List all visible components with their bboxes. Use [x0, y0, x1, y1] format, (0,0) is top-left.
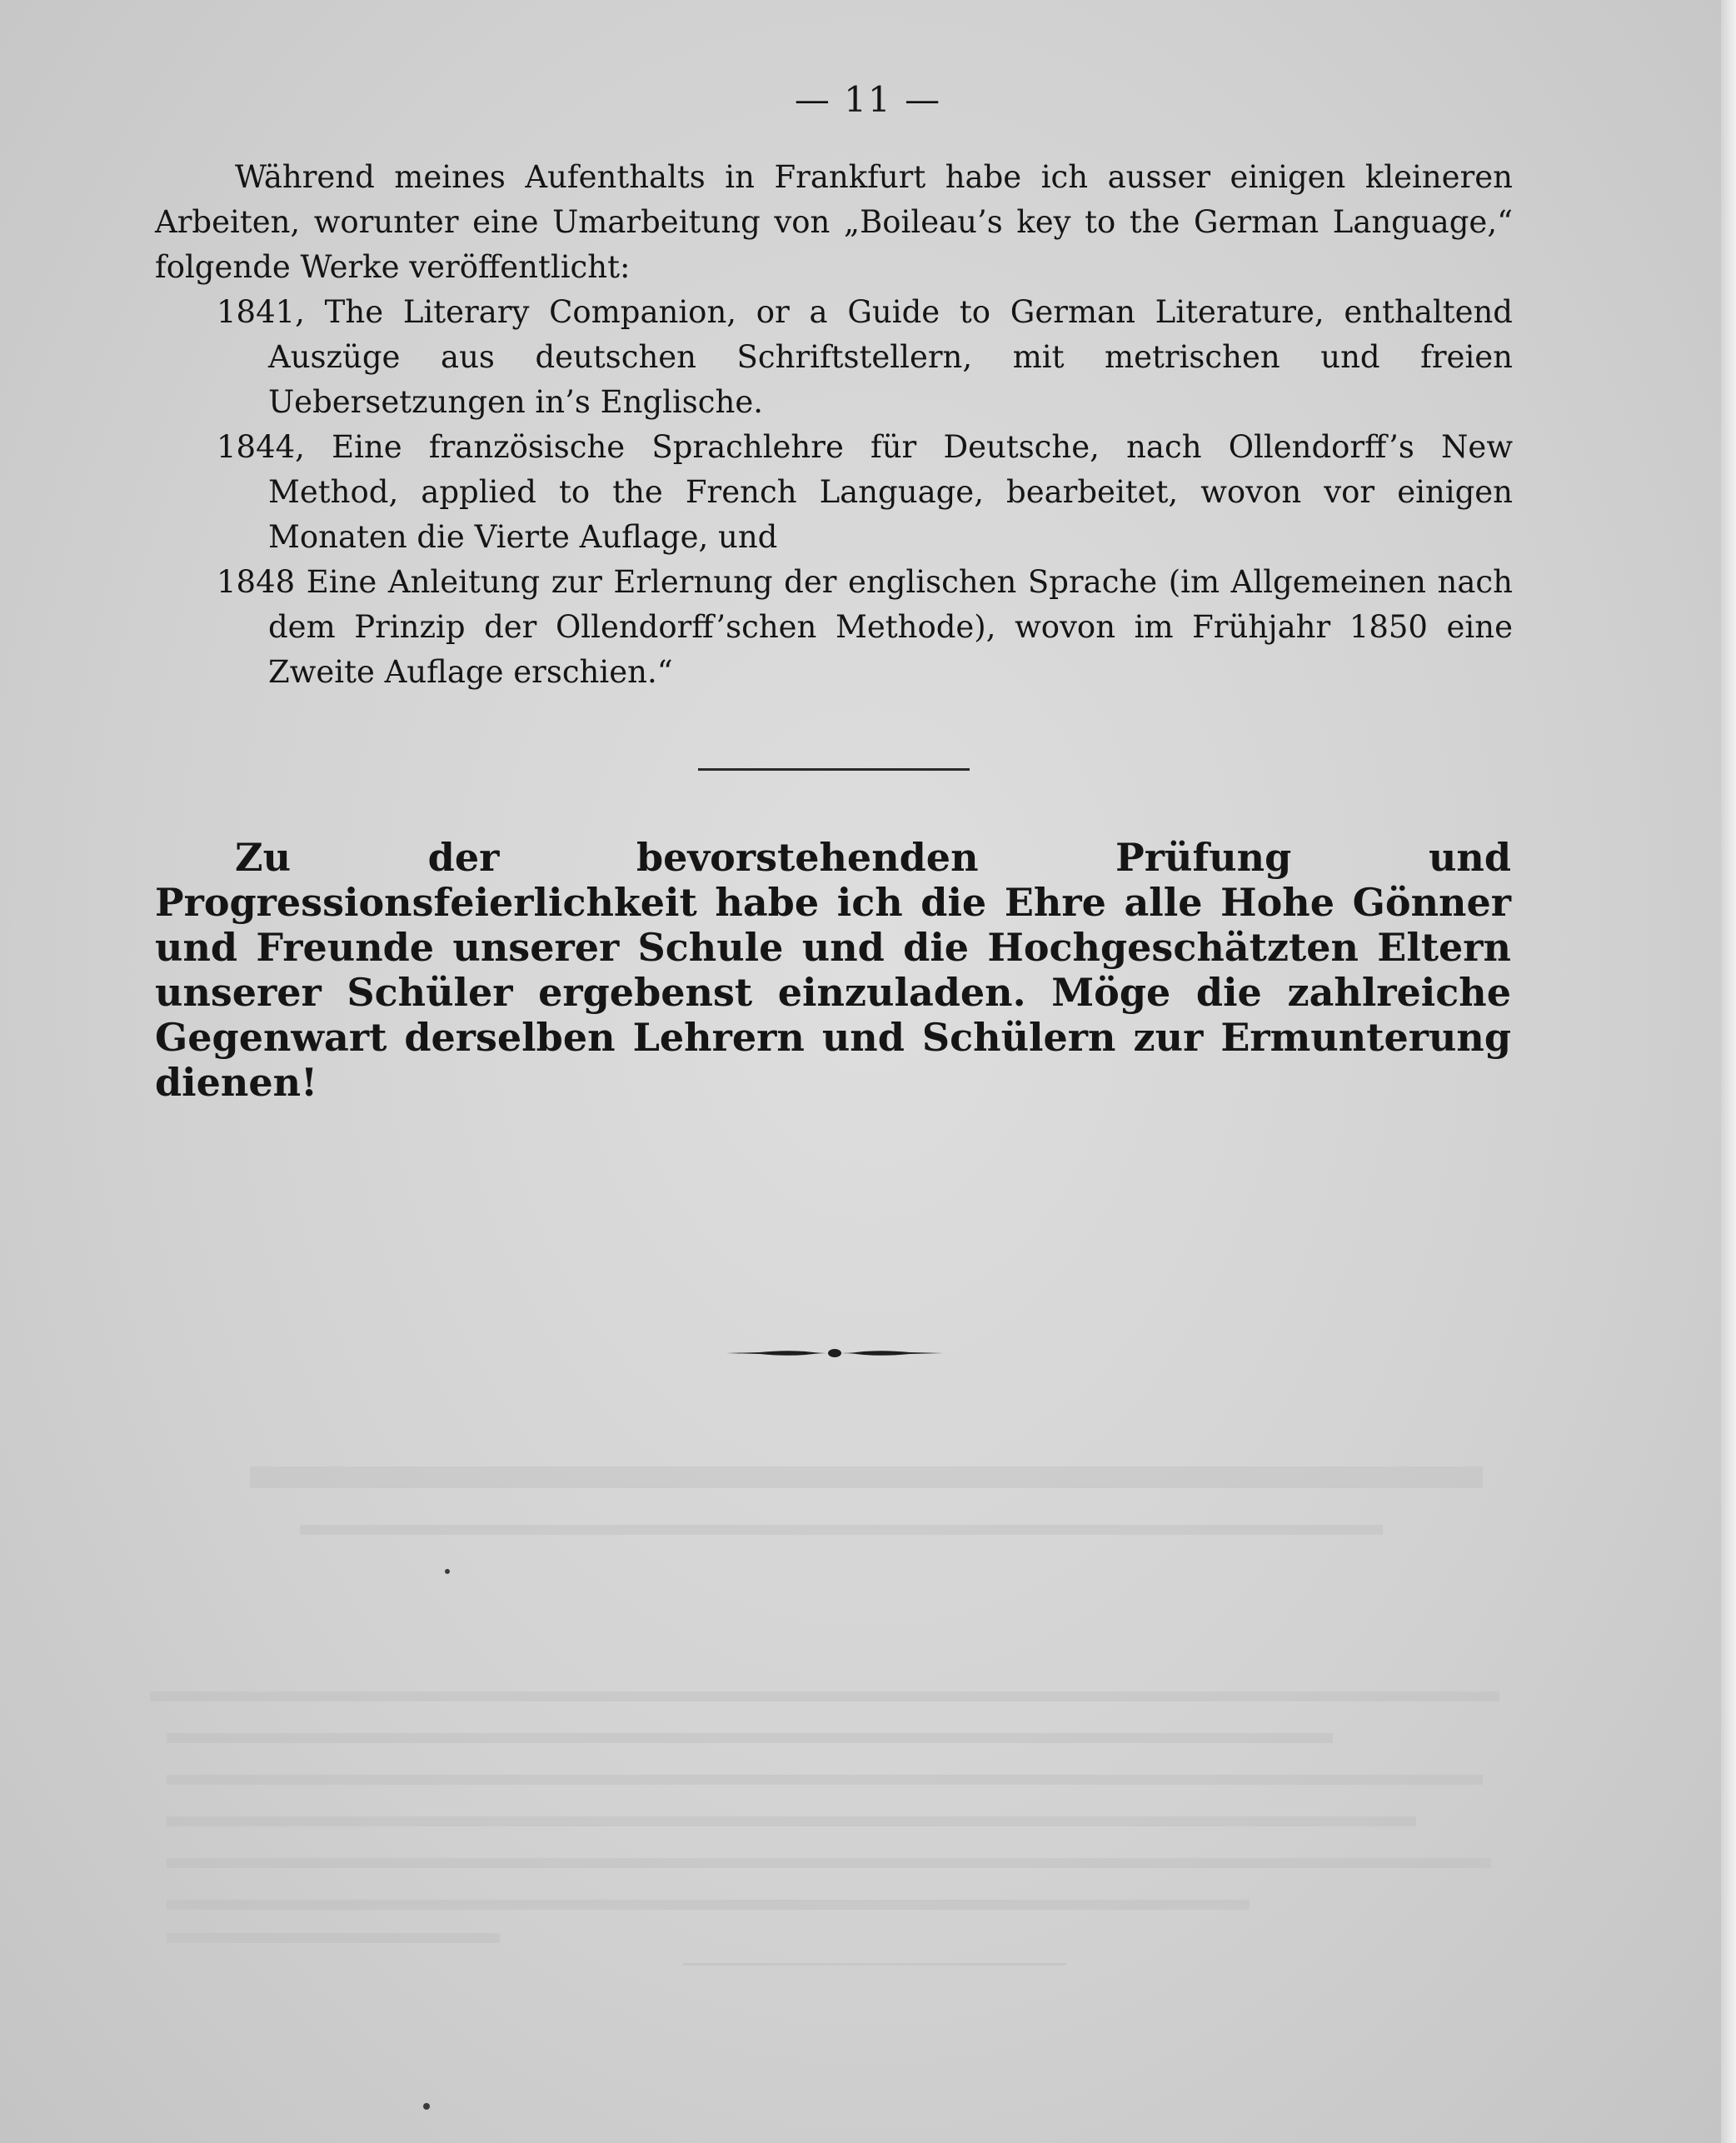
page-number: — 11 — [794, 79, 942, 120]
work-item-1848: 1848 Eine Anleitung zur Erlernung der englischen Sprache (im Allgemeinen nach dem Prinzip der Ollendorff’schen Methode), wovon im Frühjahr 1850 eine Zweite Auflage erschien.“ [217, 564, 1513, 690]
section-divider [698, 768, 970, 771]
intro-paragraph: Während meines Aufenthalts in Frankfurt habe ich ausser einigen kleineren Arbeiten, worunter eine Umarbeitung von „Boileau’s key to the German Language,“ folgende Werke veröffentlicht: [155, 159, 1513, 285]
work-item-1844: 1844, Eine französische Sprachlehre für Deutsche, nach Ollendorff’s New Method, applied to the French Language, bearbeitet, wovon vor einigen Monaten die Vierte Auflage, und [217, 429, 1513, 555]
invitation-paragraph: Zu der bevorstehenden Prüfung und Progressionsfeierlichkeit habe ich die Ehre alle Hohe Gönner und Freunde unserer Schule und die Hochgeschätzten Eltern unserer Schüler ergebenst einzuladen. Möge die zahlreiche Gegenwart derselben Lehrern und Schülern zur Ermunterung dienen! [155, 835, 1511, 1105]
work-item-1841: 1841, The Literary Companion, or a Guide to German Literature, enthaltend Auszüge aus deutschen Schriftstellern, mit metrischen und freien Uebersetzungen in’s Englische. [217, 294, 1513, 420]
works-list [155, 290, 1513, 695]
ornamental-flourish [726, 1343, 943, 1363]
page-edge [1721, 0, 1736, 2143]
